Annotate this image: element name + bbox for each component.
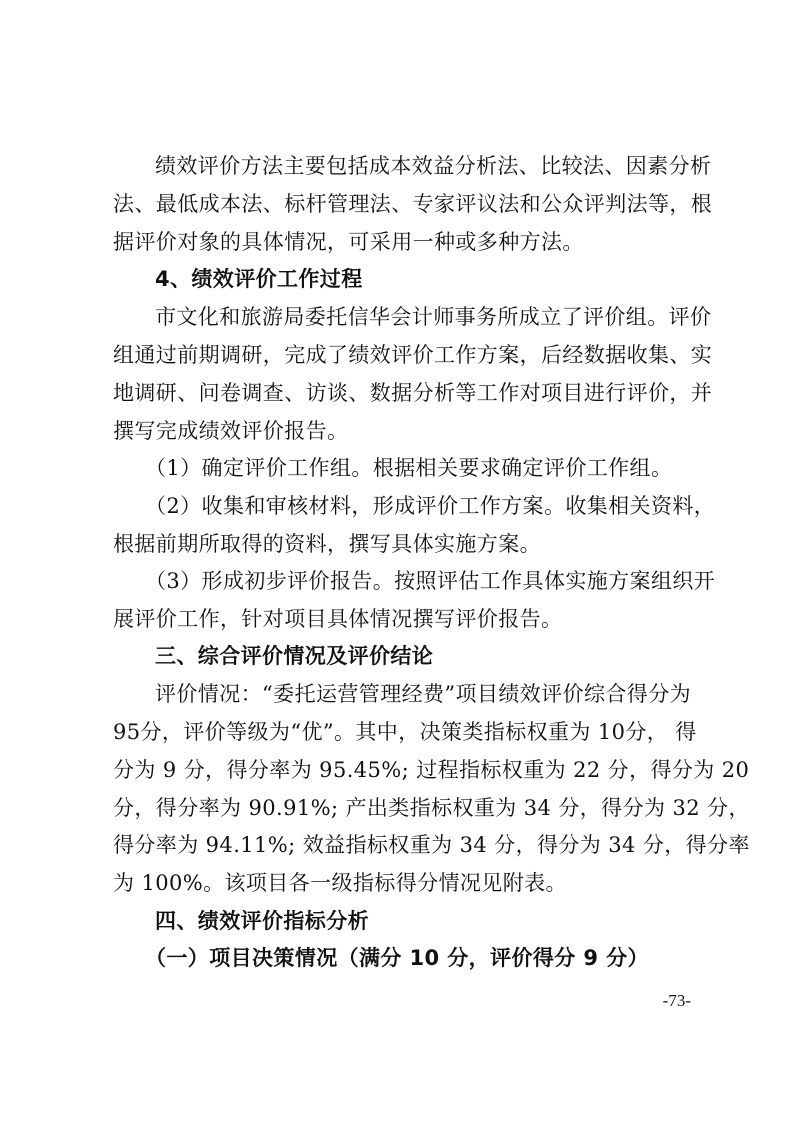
step3-line-1: （3）形成初步评价报告。按照评估工作具体实施方案组织开 bbox=[145, 569, 716, 593]
step2-line-2: 根据前期所取得的资料，撰写具体实施方案。 bbox=[113, 532, 541, 556]
step2-line-1: （2）收集和审核材料，形成评价工作方案。收集相关资料， bbox=[145, 494, 716, 518]
process-line-3: 地调研、问卷调查、访谈、数据分析等工作对项目进行评价，并 bbox=[113, 381, 713, 405]
methods-line-2: 法、最低成本法、标杆管理法、专家评议法和公众评判法等，根 bbox=[113, 192, 713, 216]
evaluation-line-1: 评价情况：“委托运营管理经费”项目绩效评价综合得分为 bbox=[155, 682, 691, 706]
heading-section-4: 四、绩效评价指标分析 bbox=[155, 909, 369, 933]
heading-section-3: 三、综合评价情况及评价结论 bbox=[155, 644, 434, 668]
evaluation-line-4: 分，得分率为 90.91%; 产出类指标权重为 34 分，得分为 32 分， bbox=[113, 796, 750, 820]
evaluation-line-5: 得分率为 94.11%; 效益指标权重为 34 分，得分为 34 分，得分率 bbox=[113, 833, 750, 857]
step3-line-2: 展评价工作，针对项目具体情况撰写评价报告。 bbox=[113, 607, 563, 631]
heading-process: 4、绩效评价工作过程 bbox=[155, 267, 363, 291]
process-line-4: 撰写完成绩效评价报告。 bbox=[113, 419, 349, 443]
evaluation-line-6: 为 100%。该项目各一级指标得分情况见附表。 bbox=[113, 871, 567, 895]
page-number: -73- bbox=[662, 991, 691, 1010]
methods-line-3: 据评价对象的具体情况，可采用一种或多种方法。 bbox=[113, 230, 584, 254]
heading-subsection-1: （一）项目决策情况（满分 10 分，评价得分 9 分） bbox=[145, 946, 649, 970]
process-line-2: 组通过前期调研，完成了绩效评价工作方案，后经数据收集、实 bbox=[113, 343, 713, 367]
process-line-1: 市文化和旅游局委托信华会计师事务所成立了评价组。评价 bbox=[155, 305, 712, 329]
evaluation-line-2: 95分，评价等级为“优”。其中，决策类指标权重为 10分， 得 bbox=[113, 720, 697, 744]
evaluation-line-3: 分为 9 分，得分率为 95.45%; 过程指标权重为 22 分，得分为 20 bbox=[113, 758, 750, 782]
methods-line-1: 绩效评价方法主要包括成本效益分析法、比较法、因素分析 bbox=[155, 154, 712, 178]
step1-line-1: （1）确定评价工作组。根据相关要求确定评价工作组。 bbox=[145, 456, 673, 480]
